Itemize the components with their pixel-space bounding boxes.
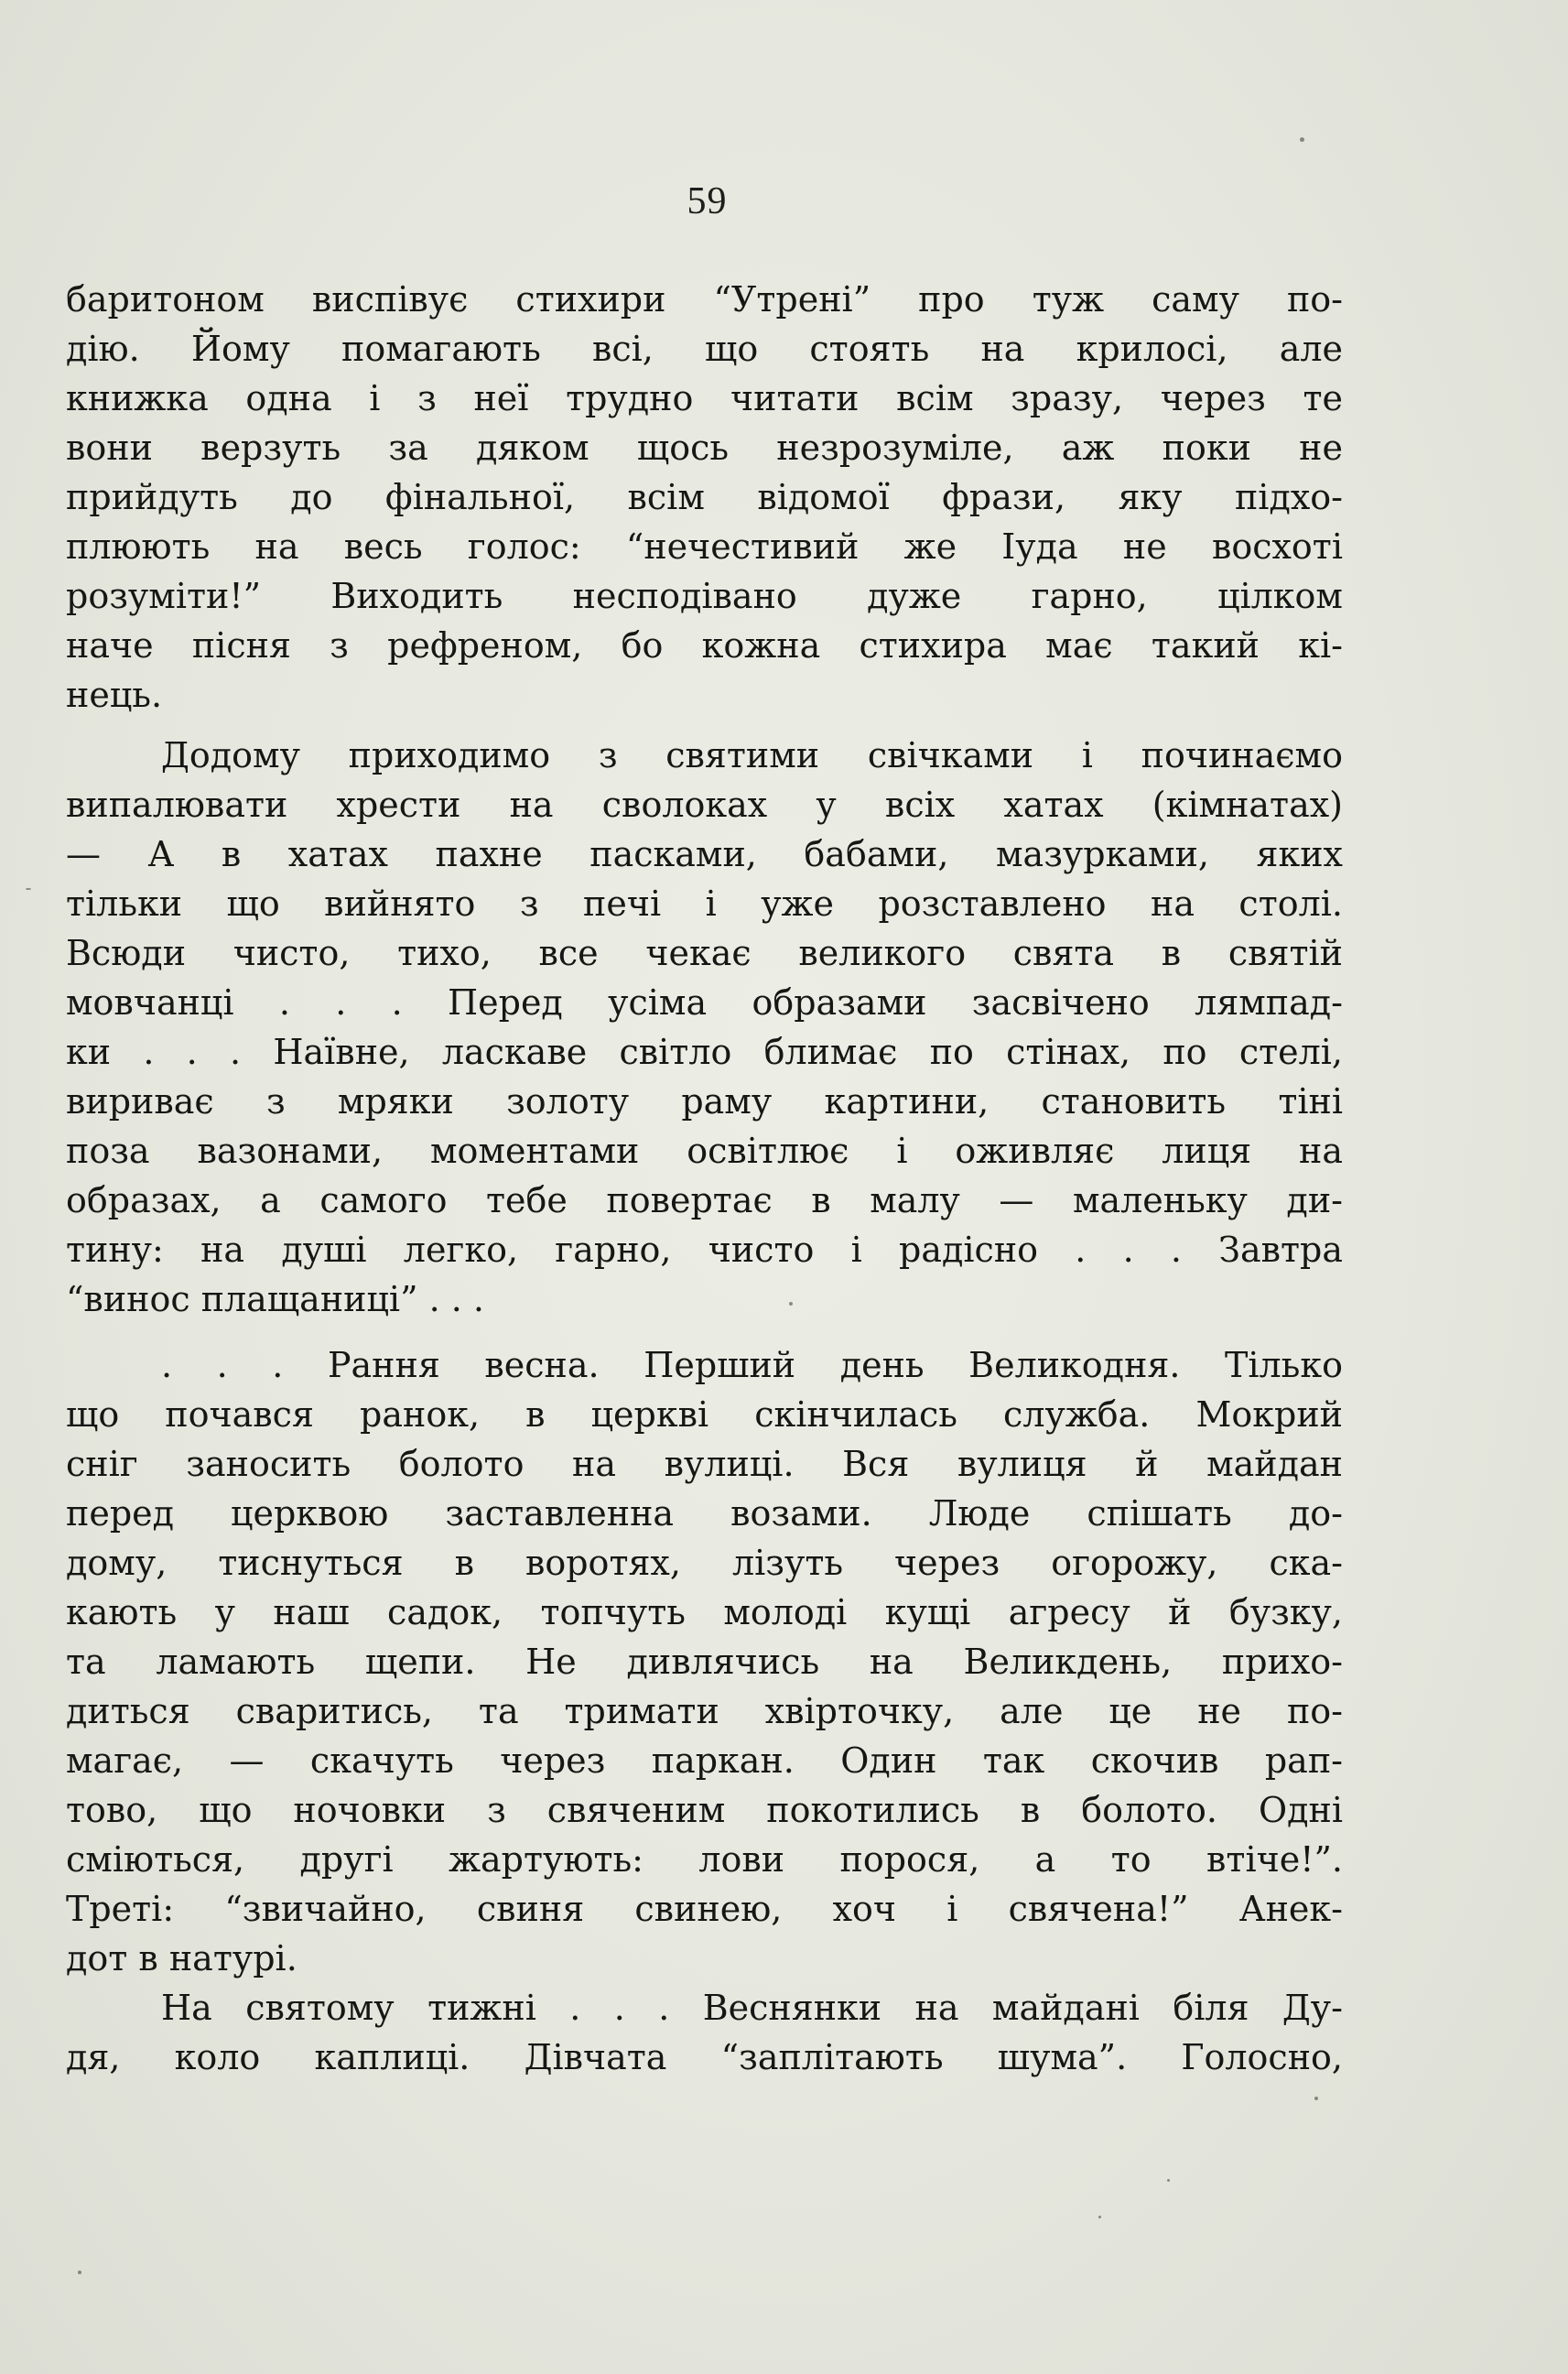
text-line: ки . . . Наївне, ласкаве світло блимає по стінах, по стелі, — [66, 1032, 1343, 1072]
paragraph-gap — [66, 1324, 1343, 1340]
text-line: дому, тиснуться в воротях, лізуть через огорожу, ска- — [66, 1543, 1343, 1583]
paper-speck — [1098, 2216, 1101, 2218]
paragraph-4 — [66, 1983, 1343, 2082]
text-line: дію. Йому помагають всі, що стоять на крилосі, але — [66, 329, 1343, 369]
text-line: На святому тижні . . . Веснянки на майдані біля Ду- — [161, 1988, 1343, 2028]
text-line: прийдуть до фінальної, всім відомої фрази, яку підхо- — [66, 477, 1343, 517]
text-line: книжка одна і з неї трудно читати всім зразу, через те — [66, 378, 1343, 418]
text-line: що почався ранок, в церкві скінчилась служба. Мокрий — [66, 1394, 1343, 1435]
text-line: перед церквою заставленна возами. Люде спішать до- — [66, 1493, 1343, 1534]
text-line: тільки що вийнято з печі і уже розставлено на столі. — [66, 883, 1343, 924]
text-line: баритоном виспівує стихири “Утрені” про туж саму по- — [66, 279, 1343, 320]
text-line: — А в хатах пахне пасками, бабами, мазурками, яких — [66, 834, 1343, 874]
text-line: сміються, другі жартують: лови порося, а то втіче!”. — [66, 1839, 1343, 1880]
text-line: дот в натурі. — [66, 1938, 297, 1978]
text-line: випалювати хрести на сволоках у всіх хатах (кімнатах) — [66, 785, 1343, 825]
text-line: дя, коло каплиці. Дівчата “заплітають шума”. Голосно, — [66, 2037, 1343, 2077]
text-line: вони верзуть за дяком щось незрозуміле, аж поки не — [66, 428, 1343, 468]
text-line: диться сваритись, та тримати хвірточку, але це не по- — [66, 1691, 1343, 1731]
text-line: магає, — скачуть через паркан. Один так скочив рап- — [66, 1740, 1343, 1781]
paper-speck — [1300, 137, 1304, 142]
text-line: “винос плащаниці” . . . — [66, 1279, 484, 1319]
text-line: Треті: “звичайно, свиня свинею, хоч і свячена!” Анек- — [66, 1889, 1343, 1929]
text-line: Додому приходимо з святими свічками і починаємо — [161, 735, 1343, 775]
paragraph-gap — [66, 720, 1343, 731]
text-line: образах, а самого тебе повертає в малу — маленьку ди- — [66, 1180, 1343, 1220]
text-line: нець. — [66, 675, 163, 715]
text-line: вириває з мряки золоту раму картини, становить тіні — [66, 1081, 1343, 1122]
paper-speck — [1167, 2179, 1170, 2182]
page-number: 59 — [687, 180, 728, 222]
text-line: наче пісня з рефреном, бо кожна стихира має такий кі- — [66, 625, 1343, 666]
paper-speck — [26, 888, 31, 890]
text-line: . . . Рання весна. Перший день Великодня. Тілько — [161, 1345, 1343, 1385]
paper-speck — [78, 2271, 81, 2274]
paper-speck — [789, 1302, 793, 1306]
text-line: Всюди чисто, тихо, все чекає великого свята в святій — [66, 933, 1343, 973]
text-line: та ламають щепи. Не дивлячись на Великдень, прихо- — [66, 1642, 1343, 1682]
paragraph-2 — [66, 731, 1343, 1324]
text-line: плюють на весь голос: “нечестивий же Іуда не восхоті — [66, 526, 1343, 567]
text-line: поза вазонами, моментами освітлює і оживляє лиця на — [66, 1131, 1343, 1171]
paragraph-1 — [66, 275, 1343, 720]
text-line: мовчанці . . . Перед усіма образами засвічено лямпад- — [66, 982, 1343, 1023]
body-text — [66, 275, 1343, 2082]
text-line: розуміти!” Виходить несподівано дуже гарно, цілком — [66, 576, 1343, 616]
text-line: тово, що ночовки з свяченим покотились в болото. Одні — [66, 1790, 1343, 1830]
text-line: кають у наш садок, топчуть молоді кущі агресу й бузку, — [66, 1592, 1343, 1632]
paper-speck — [1314, 2097, 1318, 2100]
paragraph-3 — [66, 1340, 1343, 1983]
text-line: тину: на душі легко, гарно, чисто і радісно . . . Завтра — [66, 1230, 1343, 1270]
text-line: сніг заносить болото на вулиці. Вся вулиця й майдан — [66, 1444, 1343, 1484]
